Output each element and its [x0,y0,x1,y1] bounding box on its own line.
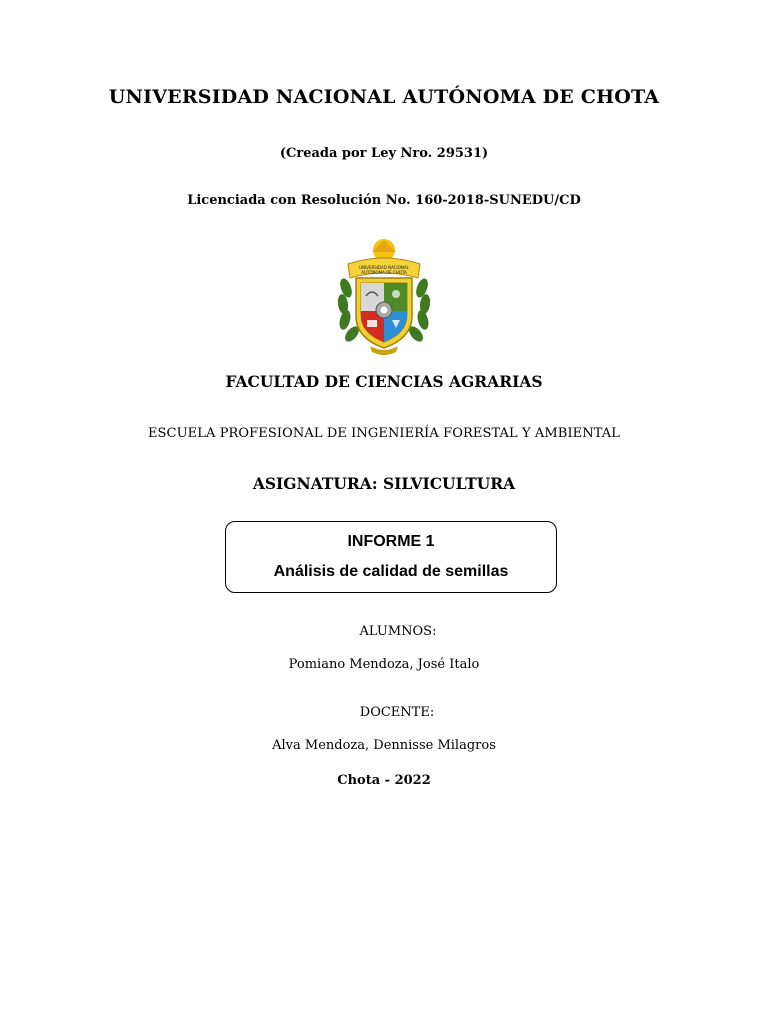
place-date: Chota - 2022 [337,773,431,788]
students-label: ALUMNOS: [359,624,437,639]
faculty-name: FACULTAD DE CIENCIAS AGRARIAS [225,372,543,391]
course-name: ASIGNATURA: SILVICULTURA [252,474,516,493]
student-name: Pomiano Mendoza, José Italo [288,657,480,672]
university-name: UNIVERSIDAD NACIONAL AUTÓNOMA DE CHOTA [108,86,660,108]
report-title-box [225,521,557,593]
teacher-label: DOCENTE: [359,705,435,720]
report-subtitle: Análisis de calidad de semillas [273,563,509,580]
school-name: ESCUELA PROFESIONAL DE INGENIERÍA FORESTAL Y AMBIENTAL [147,426,621,441]
teacher-name: Alva Mendoza, Dennisse Milagros [272,738,496,753]
crest-banner-line2: AUTÓNOMA DE CHOTA [361,270,407,275]
report-title: INFORME 1 [347,533,435,550]
creation-law: (Creada por Ley Nro. 29531) [279,146,489,161]
crest-banner-line1: UNIVERSIDAD NACIONAL [359,265,409,270]
university-crest-icon [334,238,434,358]
license-resolution: Licenciada con Resolución No. 160-2018-SUNEDU/CD [187,193,581,208]
